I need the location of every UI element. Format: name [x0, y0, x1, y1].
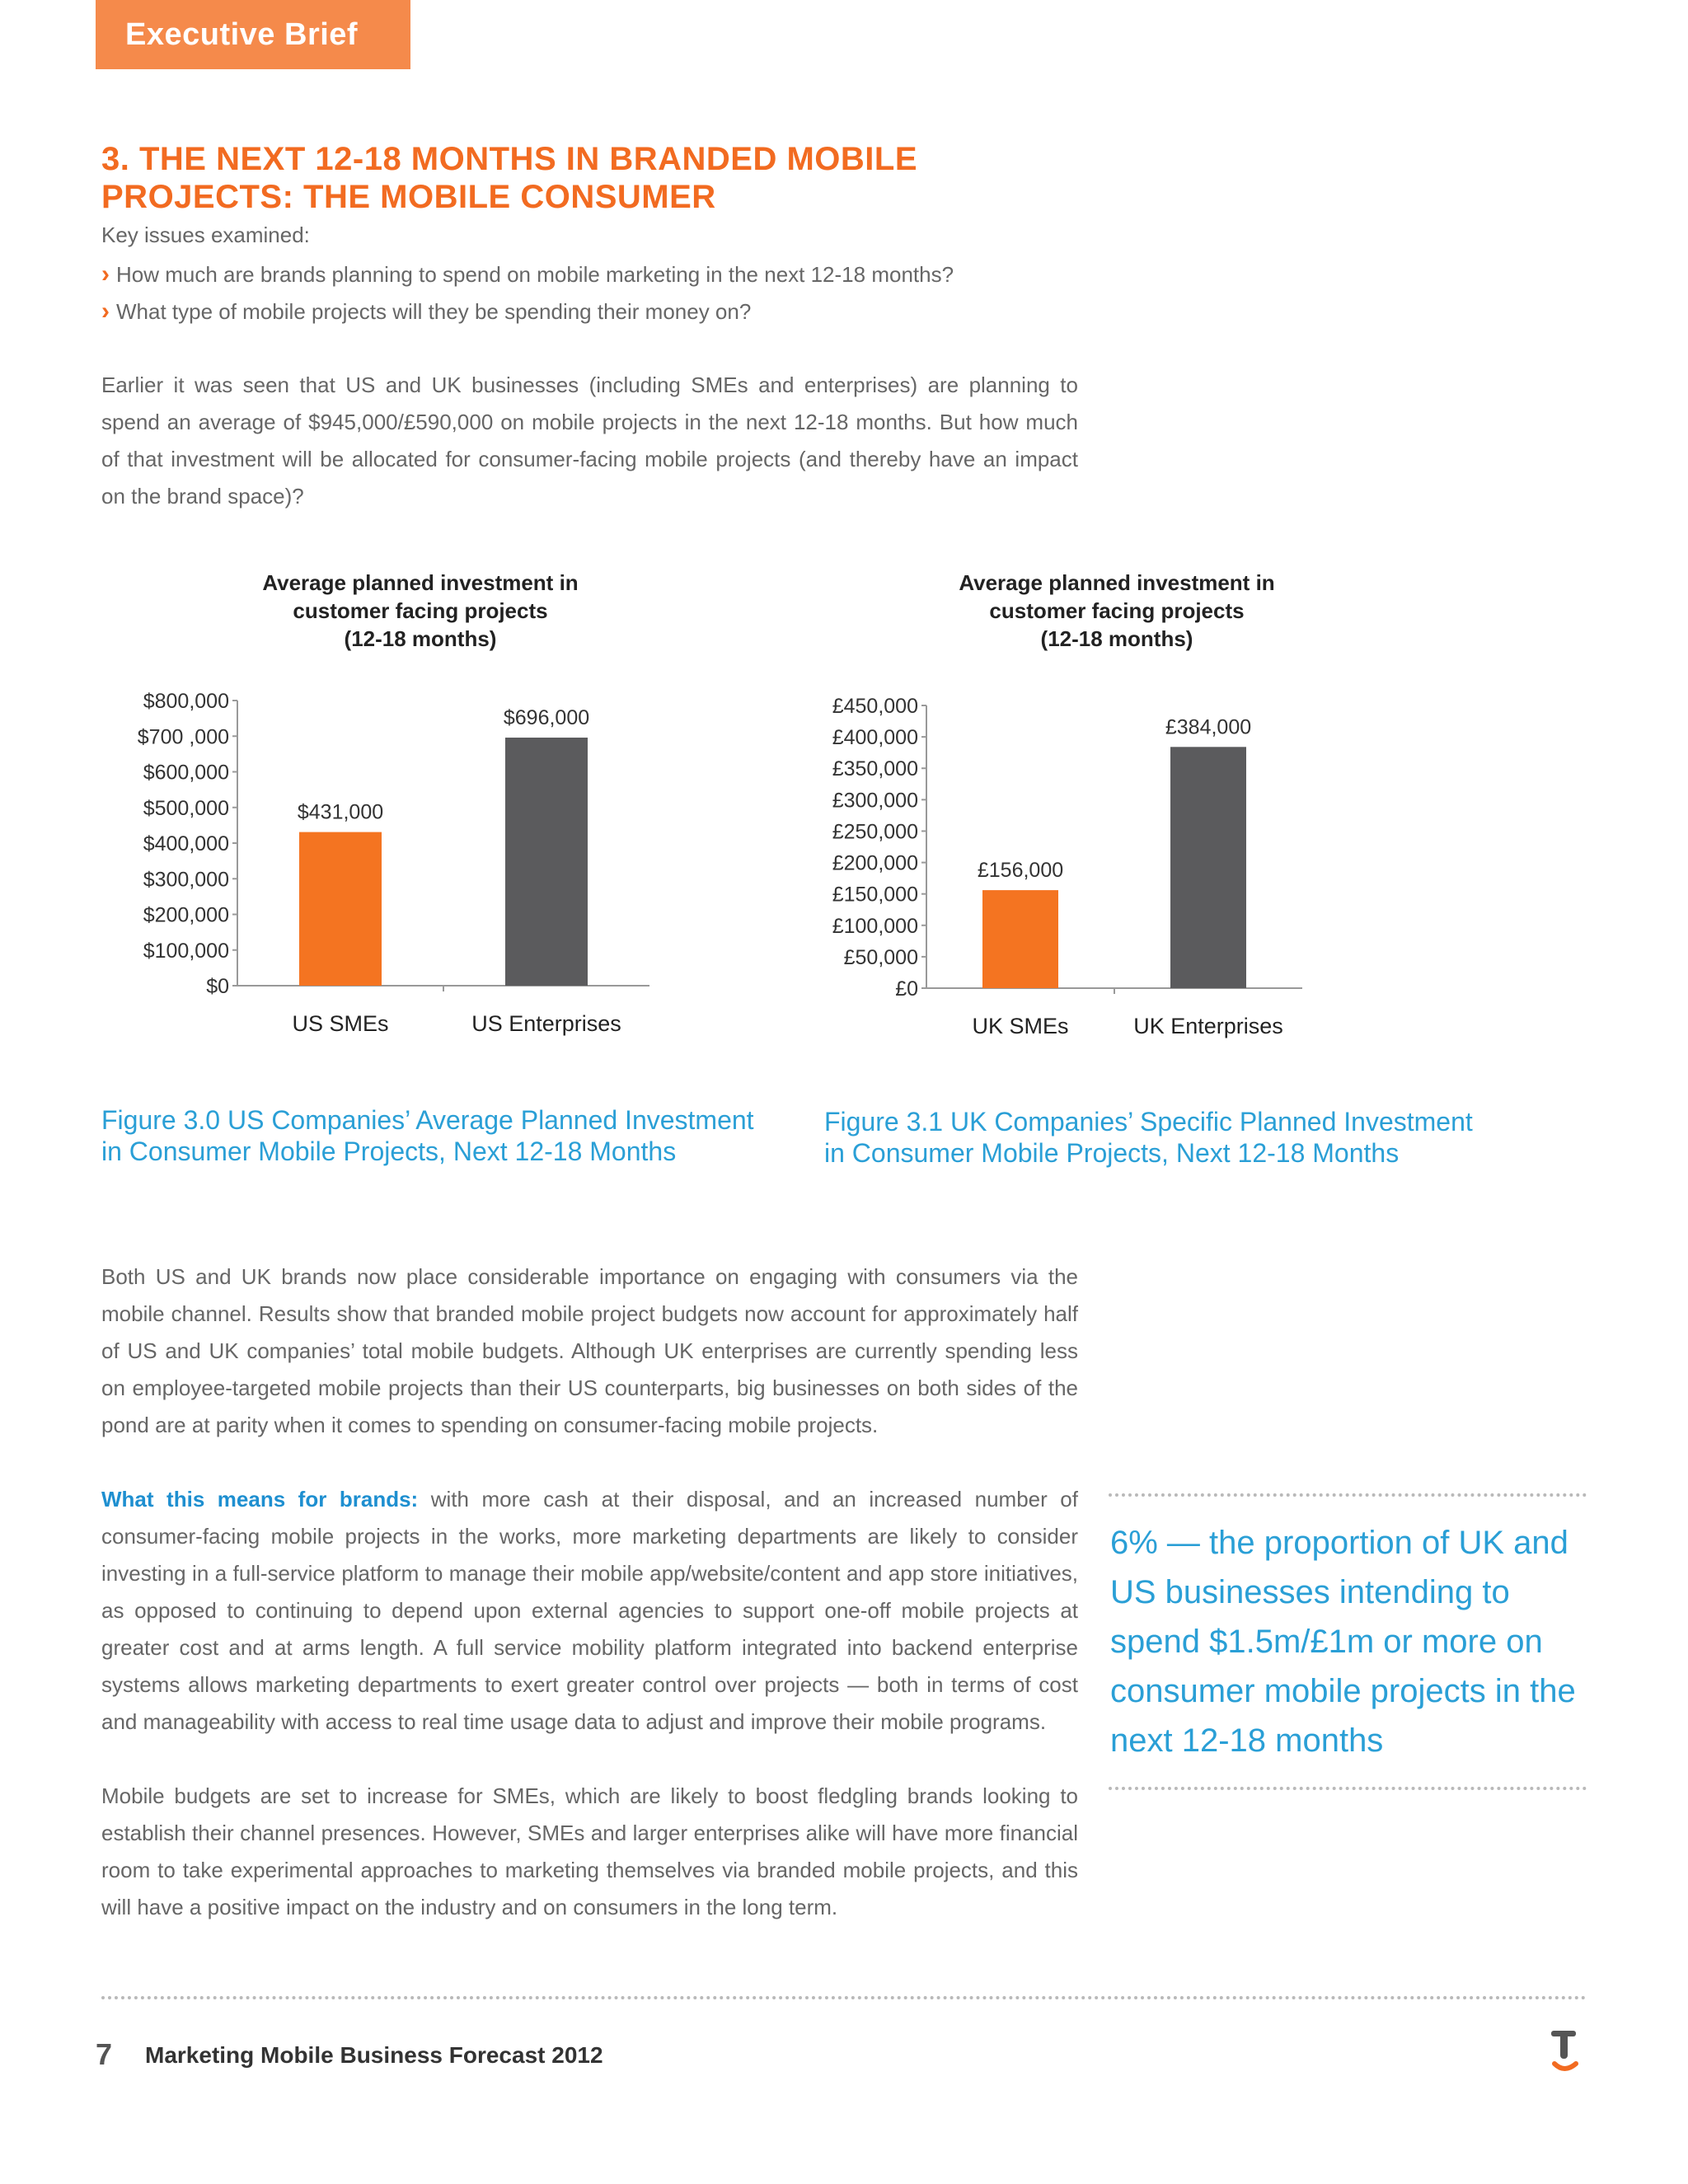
y-tick-label: $800,000	[143, 690, 229, 713]
y-tick-label: £150,000	[832, 883, 918, 907]
y-tick-label: $500,000	[143, 796, 229, 820]
uk-investment-chart	[783, 560, 1409, 1055]
chart-title-line: customer facing projects	[293, 598, 548, 623]
y-tick-label: £200,000	[832, 851, 918, 875]
chart-title-line: customer facing projects	[989, 598, 1245, 623]
y-tick-label: £50,000	[843, 945, 918, 969]
section-tab	[96, 0, 410, 69]
footer-divider	[101, 1996, 1587, 1999]
y-tick-label: $300,000	[143, 868, 229, 892]
brand-logo-icon	[1550, 2026, 1582, 2077]
y-tick-label: £300,000	[832, 789, 918, 813]
divider	[1109, 1787, 1587, 1790]
y-tick-label: $0	[206, 975, 229, 998]
bullet-item	[101, 260, 954, 288]
x-tick-label: US Enterprises	[471, 1011, 621, 1036]
section-tab-label: Executive Brief	[125, 16, 359, 52]
y-tick-label: £0	[895, 977, 918, 1001]
chart-title-line: (12-18 months)	[344, 626, 497, 651]
bullet-text: How much are brands planning to spend on mobile marketing in the next 12-18 months?	[116, 261, 954, 287]
data-label: $431,000	[297, 800, 384, 824]
y-tick-label: $700 ,000	[137, 725, 229, 749]
pull-quote-text: 6% — the proportion of UK and US businesses intending to spend $1.5m/£1m or more on consumer mobile projects in the next 12-18 months	[1110, 1525, 1576, 1759]
section-title	[101, 140, 1173, 216]
body-paragraph-1: Both US and UK brands now place considerable importance on engaging with consumers via the mobile channel. Results show that branded mobile project budgets now account for approximately half of US and UK companies’ total mobile budgets. Although UK enterprises are currently spending less on employee-targeted mobile projects than their US counterparts, big businesses on both sides of the pond are at parity when it comes to spending on consumer-facing mobile projects.	[101, 1264, 1078, 1437]
chevron-right-icon: ›	[101, 298, 110, 325]
y-tick-label: $600,000	[143, 761, 229, 785]
bar-us-enterprises	[505, 738, 588, 986]
section-title-line2: PROJECTS: THE MOBILE CONSUMER	[101, 179, 716, 215]
x-tick-label: UK SMEs	[972, 1014, 1069, 1038]
footer-title: Marketing Mobile Business Forecast 2012	[145, 2042, 603, 2068]
bar-us-smes	[299, 832, 382, 986]
bar-uk-enterprises	[1170, 747, 1246, 988]
bullet-item	[101, 298, 751, 326]
y-tick-label: £250,000	[832, 820, 918, 844]
caption-line: in Consumer Mobile Projects, Next 12-18 Months	[824, 1138, 1400, 1168]
y-tick-label: £100,000	[832, 914, 918, 938]
us-investment-chart	[115, 560, 742, 1055]
figure-caption-uk	[824, 1106, 1473, 1169]
section-title-line1: 3. THE NEXT 12-18 MONTHS IN BRANDED MOBILE	[101, 141, 918, 177]
body-paragraph-2	[101, 1481, 1078, 1741]
brands-callout-label: What this means for brands:	[101, 1487, 419, 1511]
data-label: £384,000	[1165, 715, 1252, 739]
caption-line: in Consumer Mobile Projects, Next 12-18 Months	[101, 1137, 677, 1166]
y-tick-label: $100,000	[143, 939, 229, 963]
x-tick-label: US SMEs	[292, 1011, 389, 1036]
y-tick-label: £350,000	[832, 757, 918, 781]
y-tick-label: $400,000	[143, 832, 229, 855]
bar-uk-smes	[982, 890, 1058, 988]
page-number: 7	[96, 2037, 113, 2071]
y-tick-label: £400,000	[832, 726, 918, 750]
divider	[1109, 1493, 1587, 1497]
x-tick-label: UK Enterprises	[1133, 1014, 1283, 1038]
body-paragraph-3: Mobile budgets are set to increase for SMEs, which are likely to boost fledgling brands looking to establish their channel presences. However, SMEs and larger enterprises alike will have more financial room to take experimental approaches to marketing themselves via branded mobile projects, and this will have a positive impact on the industry and on consumers in the long term.	[101, 1783, 1078, 1919]
chart-title-line: Average planned investment in	[262, 570, 579, 595]
caption-line: Figure 3.0 US Companies’ Average Planned Investment	[101, 1105, 754, 1135]
chart-title-line: (12-18 months)	[1040, 626, 1193, 651]
y-tick-label: $200,000	[143, 903, 229, 927]
chart-title-line: Average planned investment in	[959, 570, 1275, 595]
figure-caption-us	[101, 1104, 754, 1167]
data-label: £156,000	[977, 859, 1064, 883]
brands-callout-text: with more cash at their disposal, and an increased number of consumer-facing mobile projects in the works, more marketing departments are likely to consider investing in a full-service platform to manage their mobile app/website/content and app store initiatives, as opposed to continuing to depend upon external agencies to support one-off mobile projects at greater cost and at arms length. A full service mobility platform integrated into backend enterprise systems allows marketing departments to exert greater control over projects — both in terms of cost and manageability with access to real time usage data to adjust and improve their mobile programs.	[101, 1487, 1078, 1734]
caption-line: Figure 3.1 UK Companies’ Specific Planned Investment	[824, 1107, 1473, 1137]
intro-paragraph: Earlier it was seen that US and UK businesses (including SMEs and enterprises) are planning to spend an average of $945,000/£590,000 on mobile projects in the next 12-18 months. But how much of that investment will be allocated for consumer-facing mobile projects (and thereby have an impact on the brand space)?	[101, 373, 1078, 509]
y-tick-label: £450,000	[832, 695, 918, 718]
data-label: $696,000	[503, 705, 590, 729]
bullet-text: What type of mobile projects will they be spending their money on?	[116, 298, 752, 324]
chevron-right-icon: ›	[101, 260, 110, 288]
key-issues-label: Key issues examined:	[101, 223, 310, 247]
pull-quote	[1109, 1493, 1587, 1798]
